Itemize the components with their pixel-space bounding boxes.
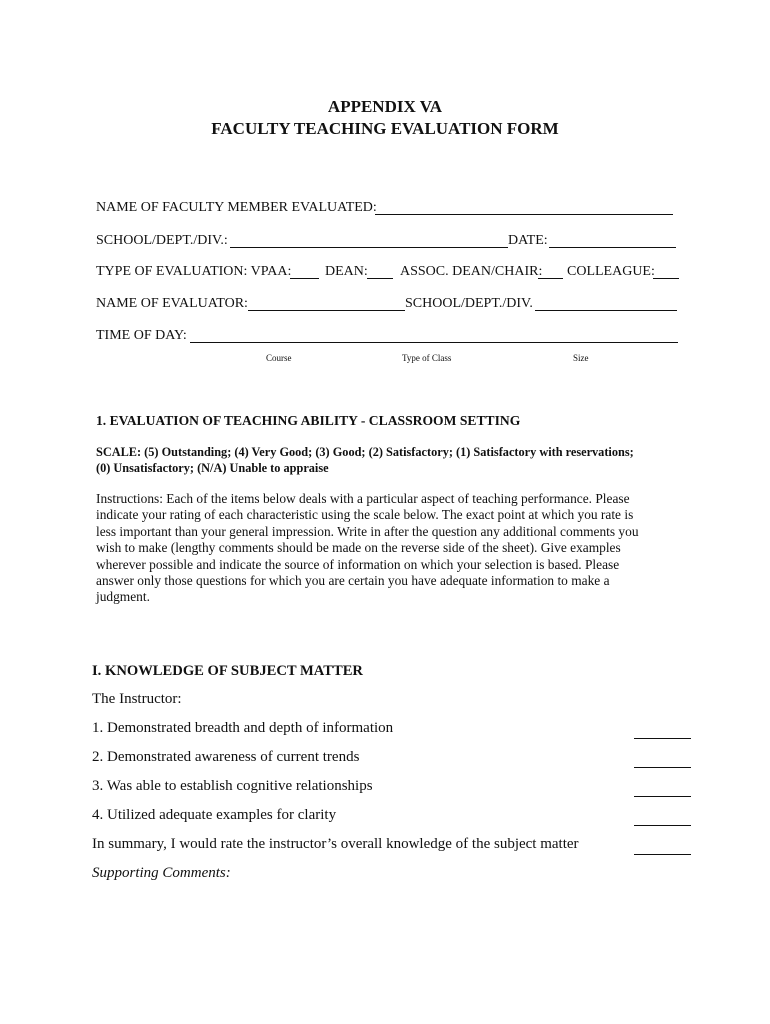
- evaluator-school-label: SCHOOL/DEPT./DIV.: [405, 296, 533, 311]
- form-title: FACULTY TEACHING EVALUATION FORM: [211, 119, 559, 138]
- instructions-line: less important than your general impression. Write in after the question any additional comments you: [96, 523, 639, 539]
- instructor-intro: The Instructor:: [92, 691, 182, 707]
- school-dept-label: SCHOOL/DEPT./DIV.:: [96, 233, 228, 248]
- rating-item-4: 4. Utilized adequate examples for clarity: [92, 807, 337, 823]
- faculty-name-label: NAME OF FACULTY MEMBER EVALUATED:: [96, 200, 377, 215]
- instructions-line: wherever possible and indicate the source of information on which your selection is based. Please: [96, 556, 620, 572]
- evaluation-type-label: TYPE OF EVALUATION: VPAA:: [96, 264, 292, 279]
- time-of-day-label: TIME OF DAY:: [96, 328, 187, 343]
- evaluator-name-field[interactable]: [248, 310, 405, 311]
- section-1-heading: 1. EVALUATION OF TEACHING ABILITY - CLASSROOM SETTING: [96, 413, 521, 428]
- instructions-line: wish to make (lengthy comments should be made on the reverse side of the sheet). Give examples: [96, 540, 621, 556]
- dean-field[interactable]: [367, 278, 393, 279]
- rating-field-1[interactable]: [634, 738, 691, 739]
- instructions-paragraph: [96, 491, 666, 606]
- instructions-line: judgment.: [96, 589, 150, 605]
- time-of-day-field[interactable]: [190, 342, 678, 343]
- scale-line-2: (0) Unsatisfactory; (N/A) Unable to appraise: [96, 461, 329, 475]
- faculty-name-field[interactable]: [375, 214, 673, 215]
- instructions-line: answer only those questions for which you are certain you have adequate information to make a: [96, 573, 610, 589]
- overall-rating-item: In summary, I would rate the instructor’s overall knowledge of the subject matter: [92, 836, 579, 852]
- instructions-line: indicate your rating of each characteristic using the scale below. The exact point at which you rate is: [96, 507, 634, 523]
- date-field[interactable]: [549, 247, 676, 248]
- evaluator-name-label: NAME OF EVALUATOR:: [96, 296, 248, 311]
- rating-field-4[interactable]: [634, 825, 691, 826]
- appendix-label: APPENDIX VA: [327, 97, 443, 116]
- rating-item-2: 2. Demonstrated awareness of current trends: [92, 749, 360, 765]
- scale-line-1: SCALE: (5) Outstanding; (4) Very Good; (3) Good; (2) Satisfactory; (1) Satisfactory with reservations;: [96, 445, 634, 459]
- assoc-dean-chair-label: ASSOC. DEAN/CHAIR:: [400, 264, 543, 279]
- colleague-field[interactable]: [653, 278, 679, 279]
- evaluator-school-field[interactable]: [535, 310, 677, 311]
- vpaa-field[interactable]: [290, 278, 319, 279]
- rating-item-1: 1. Demonstrated breadth and depth of information: [92, 720, 394, 736]
- date-label: DATE:: [508, 233, 548, 248]
- instructions-line: Instructions: Each of the items below deals with a particular aspect of teaching performance. Please: [96, 491, 630, 506]
- assoc-dean-chair-field[interactable]: [538, 278, 563, 279]
- rating-field-3[interactable]: [634, 796, 691, 797]
- rating-item-3: 3. Was able to establish cognitive relationships: [92, 778, 373, 794]
- overall-rating-field[interactable]: [634, 854, 691, 855]
- dean-label: DEAN:: [325, 264, 368, 279]
- size-caption: Size: [573, 353, 589, 363]
- school-dept-field[interactable]: [230, 247, 508, 248]
- course-caption: Course: [266, 353, 292, 363]
- class-type-caption: Type of Class: [402, 353, 452, 363]
- supporting-comments-label: Supporting Comments:: [92, 865, 231, 881]
- knowledge-heading: I. KNOWLEDGE OF SUBJECT MATTER: [92, 663, 363, 679]
- colleague-label: COLLEAGUE:: [567, 264, 655, 279]
- rating-field-2[interactable]: [634, 767, 691, 768]
